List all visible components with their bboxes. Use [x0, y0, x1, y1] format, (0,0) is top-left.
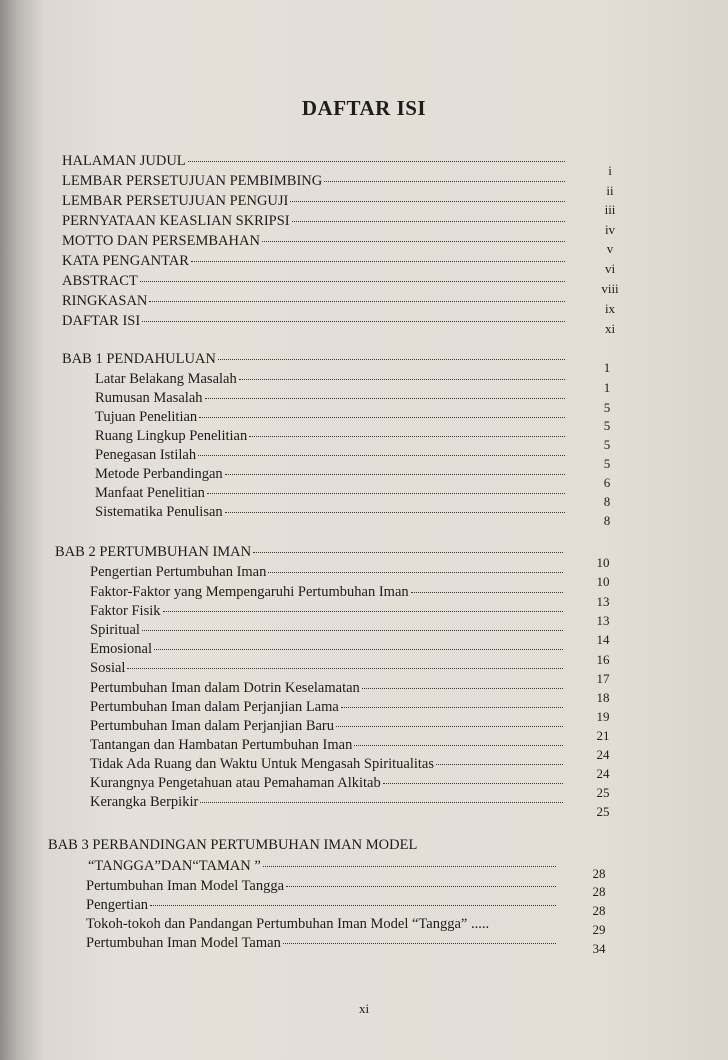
page-title: DAFTAR ISI: [301, 96, 427, 120]
toc-entry: Pertumbuhan Iman dalam Perjanjian Baru: [90, 717, 565, 735]
toc-entry: MOTTO DAN PERSEMBAHAN: [62, 232, 567, 250]
toc-entry: Faktor-Faktor yang Mempengaruhi Pertumbuhan Iman: [90, 583, 565, 601]
toc-entry: Tidak Ada Ruang dan Waktu Untuk Mengasah Spiritualitas: [90, 755, 565, 773]
toc-entry: Metode Perbandingan: [95, 465, 567, 483]
toc-page-number: 28: [592, 903, 606, 918]
toc-page-number: 28: [592, 866, 606, 881]
toc-page-number: 1: [603, 380, 611, 395]
toc-page-number: i: [608, 163, 612, 178]
toc-page-number: 28: [592, 884, 606, 899]
toc-page-number: 24: [596, 747, 610, 762]
toc-page-number: 10: [596, 574, 610, 589]
toc-entry: Pertumbuhan Iman Model Taman: [86, 934, 558, 952]
toc-page-number: 25: [596, 804, 610, 819]
toc-entry: Sistematika Penulisan: [95, 503, 567, 521]
toc-entry: Pengertian: [86, 896, 558, 914]
toc-page-number: 34: [592, 941, 606, 956]
toc-entry: Faktor Fisik: [90, 602, 565, 620]
toc-chapter: BAB 2 PERTUMBUHAN IMAN: [55, 543, 565, 561]
toc-chapter: BAB 3 PERBANDINGAN PERTUMBUHAN IMAN MODEL: [48, 837, 418, 853]
toc-entry: Latar Belakang Masalah: [95, 370, 567, 388]
toc-entry: ABSTRACT: [62, 272, 567, 290]
toc-entry: Tujuan Penelitian: [95, 408, 567, 426]
toc-entry: Kurangnya Pengetahuan atau Pemahaman Alkitab: [90, 774, 565, 792]
toc-entry: Tokoh-tokoh dan Pandangan Pertumbuhan Iman Model “Tangga” .....: [86, 916, 490, 932]
page-number-footer: xi: [358, 1001, 370, 1016]
toc-page-number: 6: [603, 475, 611, 490]
toc-page-number: 18: [596, 690, 610, 705]
toc-page-number: 29: [592, 922, 606, 937]
toc-entry: Ruang Lingkup Penelitian: [95, 427, 567, 445]
toc-page-number: 5: [603, 437, 611, 452]
toc-page-number: 13: [596, 594, 610, 609]
toc-page-number: viii: [601, 281, 619, 296]
toc-entry: DAFTAR ISI: [62, 312, 567, 330]
toc-page-number: 17: [596, 671, 610, 686]
toc-page-number: 8: [603, 494, 611, 509]
toc-page-number: 25: [596, 785, 610, 800]
toc-entry: RINGKASAN: [62, 292, 567, 310]
toc-entry: KATA PENGANTAR: [62, 252, 567, 270]
toc-page-number: 5: [603, 418, 611, 433]
toc-entry: LEMBAR PERSETUJUAN PENGUJI: [62, 192, 567, 210]
toc-page-number: iii: [604, 202, 616, 217]
toc-page-number: 5: [603, 456, 611, 471]
toc-page-number: ii: [606, 183, 614, 198]
toc-entry: Sosial: [90, 659, 565, 677]
toc-page-number: 10: [596, 555, 610, 570]
toc-entry: Manfaat Penelitian: [95, 484, 567, 502]
toc-page-number: iv: [604, 222, 616, 237]
toc-entry: Rumusan Masalah: [95, 389, 567, 407]
toc-page-number: 21: [596, 728, 610, 743]
toc-entry: Spiritual: [90, 621, 565, 639]
toc-entry: Emosional: [90, 640, 565, 658]
toc-page-number: ix: [604, 301, 616, 316]
toc-chapter: BAB 1 PENDAHULUAN: [62, 350, 567, 368]
toc-page-number: 14: [596, 632, 610, 647]
toc-entry: Tantangan dan Hambatan Pertumbuhan Iman: [90, 736, 565, 754]
toc-entry: Pertumbuhan Iman dalam Dotrin Keselamatan: [90, 679, 565, 697]
toc-page-number: 5: [603, 400, 611, 415]
toc-entry: Pertumbuhan Iman Model Tangga: [86, 877, 558, 895]
toc-entry: HALAMAN JUDUL: [62, 152, 567, 170]
toc-entry: Pengertian Pertumbuhan Iman: [90, 563, 565, 581]
toc-entry: Penegasan Istilah: [95, 446, 567, 464]
toc-entry: LEMBAR PERSETUJUAN PEMBIMBING: [62, 172, 567, 190]
toc-page-number: vi: [604, 261, 616, 276]
toc-page-number: 16: [596, 652, 610, 667]
toc-page-number: xi: [604, 321, 616, 336]
toc-page-number: 8: [603, 513, 611, 528]
toc-entry: PERNYATAAN KEASLIAN SKRIPSI: [62, 212, 567, 230]
toc-page-number: 13: [596, 613, 610, 628]
toc-entry: Kerangka Berpikir: [90, 793, 565, 811]
toc-page-number: 24: [596, 766, 610, 781]
toc-entry: Pertumbuhan Iman dalam Perjanjian Lama: [90, 698, 565, 716]
toc-page-number: v: [606, 241, 614, 256]
toc-chapter-continued: “TANGGA”DAN“TAMAN ”: [88, 857, 558, 875]
toc-page-number: 19: [596, 709, 610, 724]
toc-page-number: 1: [603, 360, 611, 375]
